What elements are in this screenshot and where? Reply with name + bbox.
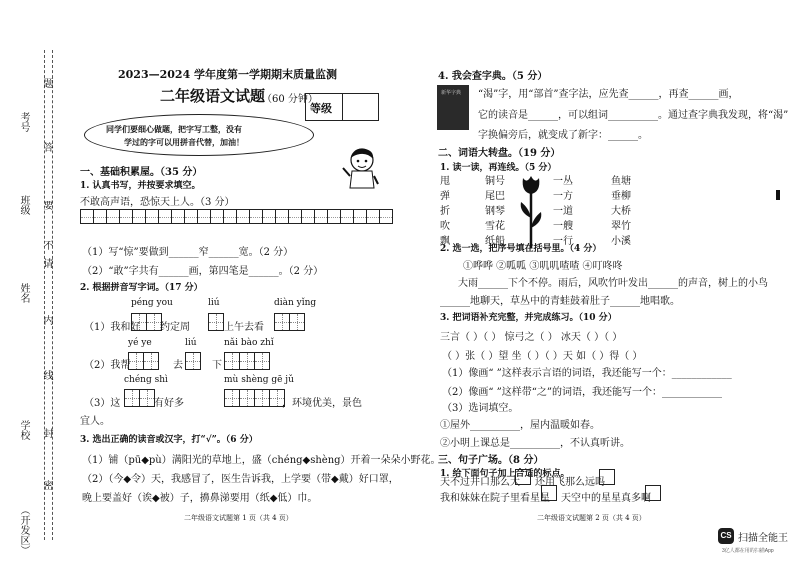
match-col-verbs: 甩 弹 折 吹 飘: [440, 176, 450, 247]
seal-char: 请: [41, 258, 52, 268]
pinyin: nǎi bào zhǐ: [224, 338, 274, 348]
punctuation-box[interactable]: [599, 469, 615, 485]
student-illustration: [340, 146, 380, 192]
answer-grid[interactable]: [128, 352, 158, 370]
q4-line: 它的读音是______，可以组词__________。通过查字典我发现，将“渴”: [478, 110, 789, 121]
q3-item: （1）铺（pū◆pù）满阳光的草地上，盛（chéng◆shèng）开着一朵朵小野花。: [82, 455, 441, 466]
q3-title: 3. 选出正确的读音或汉字，打“√”。（6 分）: [80, 435, 258, 445]
pinyin: péng you: [131, 298, 173, 308]
match-col-objects: 鱼塘 垂柳 大桥 翠竹 小溪: [611, 176, 631, 247]
fill-sentence: ①屋外__________，屋内温暖如春。: [440, 420, 600, 431]
cloud-text: 同学们要细心做题，把字写工整，没有: [106, 124, 242, 134]
dictionary-book-image: [437, 85, 469, 130]
encouragement-cloud: [84, 114, 314, 156]
seal-char: 答: [41, 142, 52, 152]
answer-grid[interactable]: [131, 313, 161, 331]
choose-passage: ______地聊天，草丛中的青蛙鼓着肚子______地唱歌。: [440, 296, 680, 307]
exam-title: 2023—2024 学年度第一学期期末质量监测: [118, 68, 338, 81]
seal-char: 不: [41, 240, 52, 250]
q3-item: （2）（今◆令）天，我感冒了，医生告诉我，上学要（带◆戴）好口罩，: [82, 474, 399, 485]
grade-label: 等级: [310, 102, 332, 115]
page-footer-1: 二年级语文试题第 1 页（共 4 页）: [184, 514, 293, 522]
fill-sentence: ②小明上课总是__________，不认真听讲。: [440, 438, 630, 449]
punctuation-title: 1. 给下面句子加上合适的标点。: [440, 469, 570, 479]
row-text: 上午去看: [224, 322, 264, 333]
q1-sentence: 不敢高声语，恐惊天上人。（3 分）: [80, 197, 235, 208]
q4-line: 字换偏旁后，就变成了新字：______。: [478, 130, 648, 141]
camscanner-logo: CS: [718, 528, 734, 544]
idiom-row: 三言（ ）（ ） 惊弓之（ ） 冰天（ ）（ ）: [440, 332, 623, 343]
seal-char: 封: [41, 428, 52, 438]
exam-number-label: 考号: [18, 112, 29, 132]
choose-title: 2. 选一选，把序号填在括号里。（4 分）: [440, 244, 602, 254]
answer-grid[interactable]: [224, 389, 284, 407]
sentence-text: 还用飞那么远吗: [535, 477, 605, 488]
choose-options: ①哗哗 ②呱呱 ③叽叽喳喳 ④叮咚咚: [463, 261, 623, 272]
row-text: （3）这: [84, 398, 121, 409]
pinyin: mù shèng gē jǔ: [224, 375, 294, 385]
match-col-quantifiers: 一丛 一方 一道 一艘 一行: [553, 176, 573, 247]
writing-grid[interactable]: [80, 209, 393, 224]
row-text: ，环境优美，景色: [282, 398, 362, 409]
pinyin: yé ye: [128, 338, 152, 348]
sentence-text: 天不过井口那么大: [440, 477, 520, 488]
exam-subtitle: 二年级语文试题: [160, 87, 266, 105]
complete-title: 3. 把词语补充完整，并完成练习。（10 分）: [440, 313, 617, 323]
answer-grid[interactable]: [224, 352, 269, 370]
row-text: 约定周: [160, 322, 190, 333]
seal-char: 密: [41, 480, 52, 490]
punctuation-box[interactable]: [541, 485, 557, 501]
row-text: （1）我和好: [84, 322, 141, 333]
section-2-title: 二、词语大转盘。（19 分）: [438, 148, 561, 159]
name-label: 姓名: [18, 283, 29, 303]
pinyin: chéng shì: [124, 375, 168, 385]
exam-time: （60 分钟）: [262, 94, 318, 105]
q1-item-2: （2）“敢”字共有______画，第四笔是______。（2 分）: [82, 266, 324, 277]
sentence-text: 天空中的星星真多啊: [561, 493, 651, 504]
school-label: 学校: [18, 420, 29, 440]
seal-char: 题: [41, 78, 52, 88]
complete-item: （2）像画“ ”这样带“之”的词语，我还能写一个：____________: [442, 387, 722, 398]
watermark-title: 扫描全能王: [738, 533, 788, 544]
idiom-row: （ ）张（ ）望 坐（ ）（ ）天 如（ ）得（ ）: [442, 351, 643, 362]
section-3-title: 三、句子广场。（8 分）: [438, 455, 544, 466]
watermark-sub: 3亿人都在用的扫描App: [722, 548, 774, 554]
complete-item: （3）选词填空。: [442, 403, 519, 414]
book-cover-text: 新华字典: [441, 90, 462, 96]
grade-box: [305, 93, 379, 121]
row-text: 去: [173, 360, 183, 371]
row-text: 有好多: [154, 398, 184, 409]
row-text: 宜人。: [80, 416, 110, 427]
sentence-text: 我和妹妹在院子里看星星: [440, 493, 550, 504]
q1-title: 1. 认真书写，并按要求填空。: [80, 181, 201, 191]
binding-line: [44, 50, 45, 540]
answer-grid[interactable]: [185, 352, 200, 370]
q4-title: 4. 我会查字典。（5 分）: [438, 71, 548, 82]
binding-line-2: [52, 50, 53, 540]
match-title: 1. 读一读，再连线。（5 分）: [440, 163, 557, 173]
q3-item: 晚上要盖好（诶◆被）子，擤鼻涕要用（纸◆低）巾。: [82, 493, 318, 504]
pinyin: diàn yǐng: [274, 298, 317, 308]
flower-illustration: [517, 172, 545, 250]
q2-title: 2. 根据拼音写字词。（17 分）: [80, 283, 203, 293]
punctuation-box[interactable]: [645, 485, 661, 501]
cloud-text: 学过的字可以用拼音代替，加油！: [124, 137, 244, 147]
pinyin: liú: [208, 298, 220, 308]
match-col-nouns: 铜号 尾巴 钢琴 雪花 纸船: [485, 176, 505, 247]
district-label: （开发区）: [18, 505, 29, 555]
class-label: 班级: [18, 195, 29, 215]
q4-line: “渴”字，用“部首”查字法，应先查______，再查______画，: [478, 89, 739, 100]
edge-mark: [776, 190, 780, 200]
complete-item: （1）像画“ ”这样表示言语的词语，我还能写一个：____________: [442, 368, 732, 379]
seal-char: 要: [41, 200, 52, 210]
answer-grid[interactable]: [274, 313, 304, 331]
seal-char: 内: [41, 315, 52, 325]
row-text: （2）我帮: [84, 360, 131, 371]
row-text: 下: [212, 360, 222, 371]
pinyin: liú: [185, 338, 197, 348]
punctuation-box[interactable]: [515, 469, 531, 485]
answer-grid[interactable]: [208, 313, 223, 331]
q1-item-1: （1）写“惊”要做到______窄______宽。（2 分）: [82, 247, 294, 258]
page-footer-2: 二年级语文试题第 2 页（共 4 页）: [537, 514, 646, 522]
answer-grid[interactable]: [124, 389, 154, 407]
seal-char: 线: [41, 370, 52, 380]
choose-passage: 大雨______下个不停。雨后，风吹竹叶发出______的声音，树上的小鸟: [458, 278, 768, 289]
section-1-title: 一、基础积累屋。（35 分）: [80, 167, 203, 178]
